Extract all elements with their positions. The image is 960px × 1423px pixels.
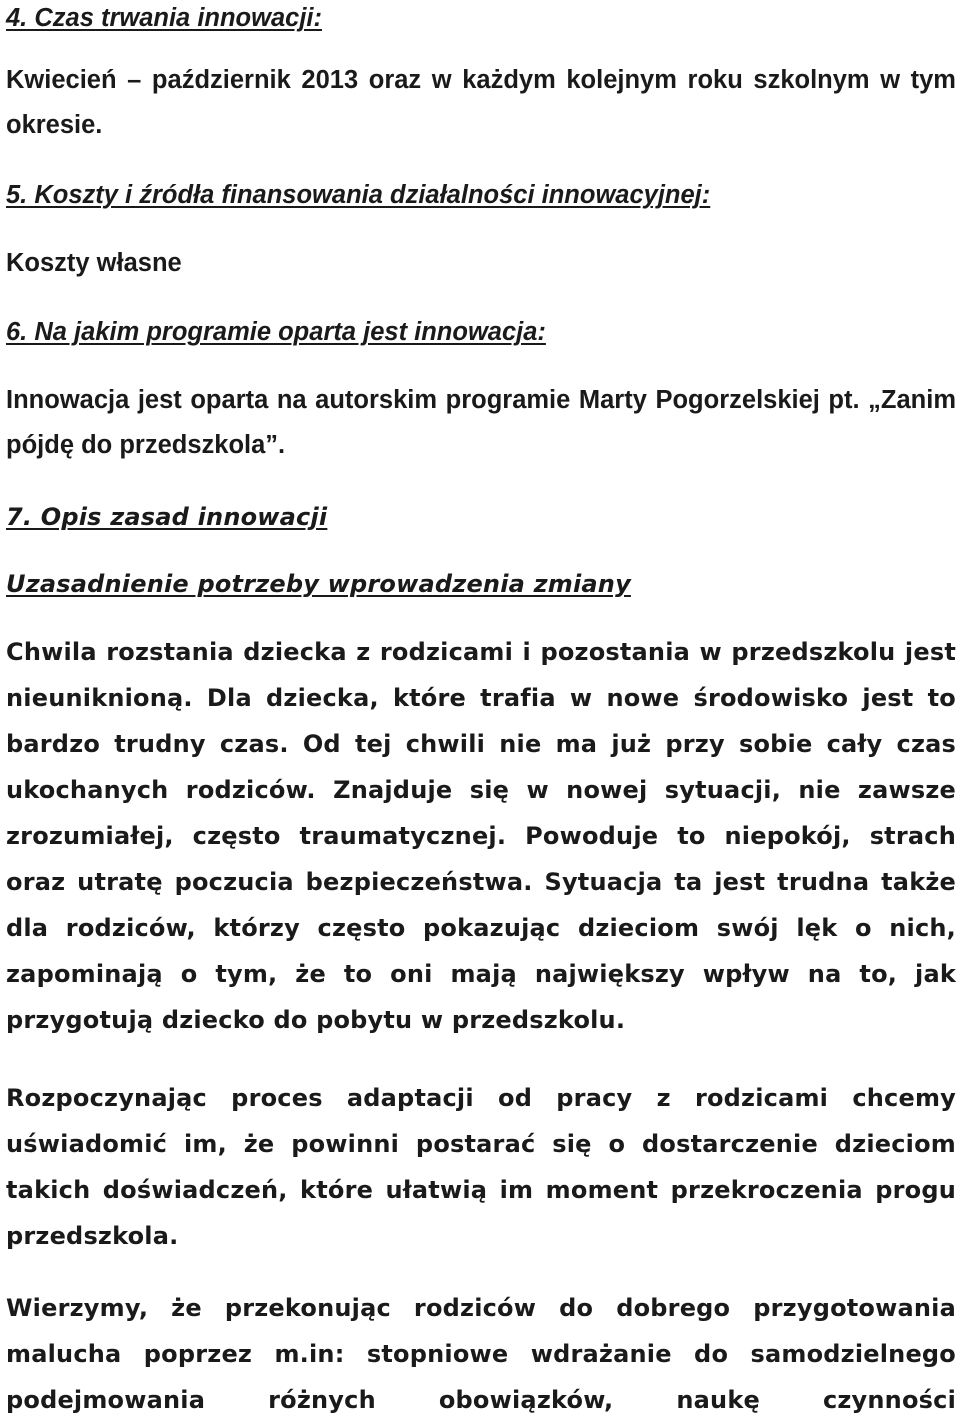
paragraph-belief: Wierzymy, że przekonując rodziców do dobrego przygotowania malucha poprzez m.in: stopniowe wdrażanie do samodzielnego podejmowania różnych obowiązków, naukę czynności bbox=[6, 1294, 956, 1414]
section-6-heading: 6. Na jakim programie oparta jest innowacja: bbox=[6, 318, 546, 346]
section-4-text: Kwiecień – październik 2013 oraz w każdym kolejnym roku szkolnym w tym okresie. bbox=[6, 66, 956, 139]
section-7-subheading: Uzasadnienie potrzeby wprowadzenia zmiany bbox=[6, 570, 631, 598]
section-5-text: Koszty własne bbox=[6, 249, 182, 277]
section-6-text: Innowacja jest oparta na autorskim programie Marty Pogorzelskiej pt. „Zanim pójdę do przedszkola”. bbox=[6, 386, 956, 459]
section-5-heading: 5. Koszty i źródła finansowania działalności innowacyjnej: bbox=[6, 181, 711, 209]
section-4-heading: 4. Czas trwania innowacji: bbox=[6, 4, 322, 32]
paragraph-adaptation: Rozpoczynając proces adaptacji od pracy z rodzicami chcemy uświadomić im, że powinni postarać się o dostarczenie dzieciom takich doświadczeń, które ułatwią im moment przekroczenia progu przedszkola. bbox=[6, 1084, 956, 1250]
section-7-heading: 7. Opis zasad innowacji bbox=[6, 503, 328, 531]
paragraph-rationale: Chwila rozstania dziecka z rodzicami i pozostania w przedszkolu jest nieuniknioną. Dla dziecka, które trafia w nowe środowisko jest to bardzo trudny czas. Od tej chwili nie ma już przy sobie cały czas ukochanych rodziców. Znajduje się w nowej sytuacji, nie zawsze zrozumiałej, często traumatycznej. Powoduje to niepokój, strach oraz utratę poczucia bezpieczeństwa. Sytuacja ta jest trudna także dla rodziców, którzy często pokazując dzieciom swój lęk o nich, zapominają o tym, że to oni mają największy wpływ na to, jak przygotują dziecko do pobytu w przedszkolu. bbox=[6, 638, 956, 1034]
